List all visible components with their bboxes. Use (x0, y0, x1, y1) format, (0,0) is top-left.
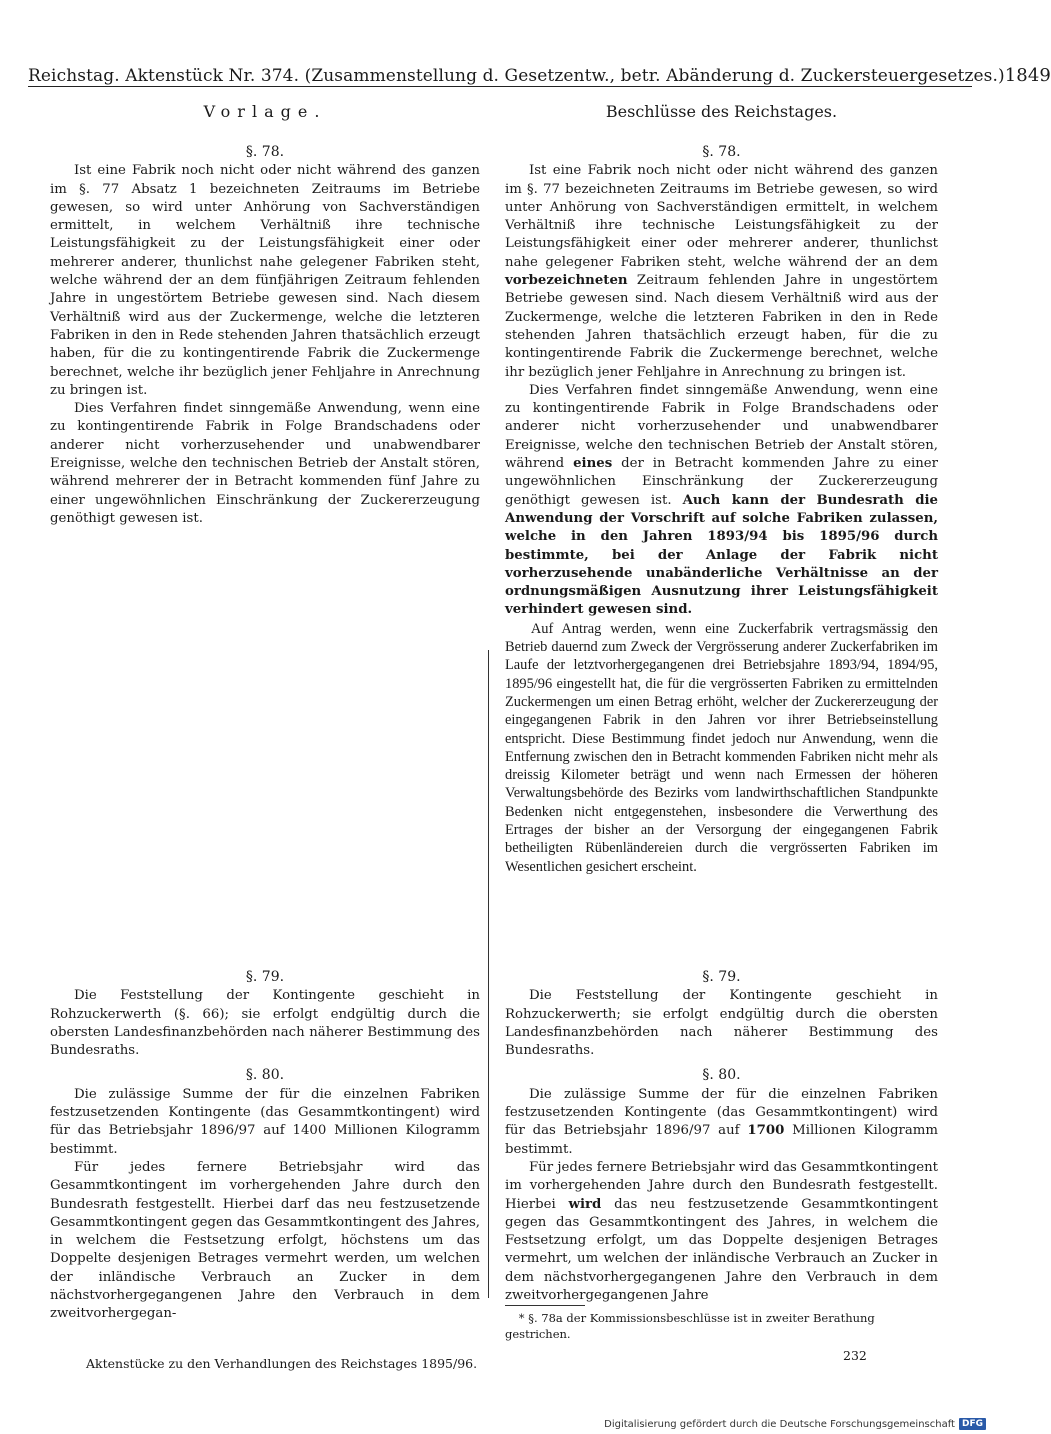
left-lower-block (50, 968, 480, 1324)
dfg-logo-icon: DFG (959, 1418, 986, 1430)
right-section-80-paragraph-1 (505, 1086, 938, 1159)
text-run: Die zulässige Summe der für die einzelnen Fabriken festzusetzenden Kontingente (das Gesammtkontingent) wird für das Betriebsjahr 1896/97 auf (505, 1086, 938, 1139)
left-section-80-label: §. 80. (245, 1067, 285, 1084)
header-title: Reichstag. Aktenstück Nr. 374. (Zusammenstellung d. Gesetzentw., betr. Abänderung d. Zuckersteuergesetzes.) (28, 66, 1005, 86)
left-section-80-paragraph-1: Die zulässige Summe der für die einzelnen Fabriken festzusetzenden Kontingente (das Gesammtkontingent) wird für das Betriebsjahr 1896/97 auf 1400 Millionen Kilogramm bestimmt. (50, 1086, 480, 1157)
text-run: Dies Verfahren findet sinngemäße Anwendung, wenn eine zu kontingentirende Fabrik in Folge Brandschadens oder anderer nicht vorherzusehender und unabwendbarer Ereignisse, welche den technischen Betrieb der Anstalt stören, während (505, 382, 938, 472)
left-section-80-paragraph-2: Für jedes fernere Betriebsjahr wird das Gesammtkontingent im vorhergehenden Jahre durch den Bundesrath festgestellt. Hierbei darf das neu festzusetzende Gesammtkontingent gegen das Gesammtkontingent des Jahres, in welchem die Festsetzung erfolgt, höchstens um das Doppelte desjenigen Betrages vermehrt werden, um welchen der inländische Verbrauch an Zucker in dem nächstvorhergegangenen Jahre den Verbrauch in dem zweitvorhergegan- (50, 1159, 480, 1322)
right-column (505, 103, 938, 876)
right-section-79-paragraph: Die Feststellung der Kontingente geschieht in Rohzuckerwerth; sie erfolgt endgültig durch die obersten Landesfinanzbehörden nach näherer Bestimmung des Bundesraths. (505, 988, 938, 1059)
credit-text: Digitalisierung gefördert durch die Deutsche Forschungsgemeinschaft (604, 1418, 955, 1430)
left-section-79-label: §. 79. (245, 969, 285, 985)
left-section-78-label: §. 78. (245, 144, 285, 160)
right-column-heading: Beschlüsse des Reichstages. (605, 102, 838, 121)
running-header (28, 56, 1051, 87)
right-section-79-label: §. 79. (702, 969, 741, 985)
amended-text: wird (568, 1196, 602, 1212)
right-section-78-paragraph-2 (505, 382, 938, 620)
amended-text: Auch kann der Bundesrath die Anwendung der Vorschrift auf solche Fabriken zulassen, welche in den Jahren 1893/94 bis 1895/96 durch bestimmte, bei der Anlage der Fabrik nicht vorherzusehende unabänderliche Verhältnisse an der ordnungsmäßigen Ausnutzung ihrer Leistungsfähigkeit verhindert gewesen sind. (505, 492, 939, 618)
footnote: * §. 78a der Kommissionsbeschlüsse ist in zweiter Berathung gestrichen. (505, 1311, 875, 1341)
right-section-80-label: §. 80. (702, 1067, 741, 1084)
right-section-78-paragraph-3: Auf Antrag werden, wenn eine Zuckerfabrik vertragsmässig den Betrieb dauernd zum Zweck der Vergrösserung anderer Zuckerfabriken im Laufe der letztvorhergegangenen drei Betriebsjahre 1893/94, 1894/95, 1895/96 eingestellt hat, die für die vergrösserten Fabriken zu ermittelnden Zuckermengen um einen Betrag erhöht, welcher der Zuckererzeugung der eingegangenen Fabrik in den Jahren vor ihrer Betriebseinstellung entspricht. Diese Bestimmung findet jedoch nur Anwendung, wenn die Entfernung zwischen den in Betracht kommenden Fabriken nicht mehr als dreissig Kilometer beträgt und wenn nach Ermessen der höheren Verwaltungsbehörde des Bezirks vom landwirthschaftlichen Standpunkte Bedenken nicht entgegenstehen, insbesondere die Verwerthung des Ertrages der bisher an der Versorgung der eingegangenen Fabrik betheiligten Rübenländereien durch die vergrösserten Fabriken im Wesentlichen gesichert erscheint. (505, 620, 938, 875)
left-section-79-paragraph: Die Feststellung der Kontingente geschieht in Rohzuckerwerth (§. 66); sie erfolgt endgültig durch die obersten Landesfinanzbehörden nach näherer Bestimmung des Bundesraths. (50, 988, 480, 1059)
left-section-78-paragraph-2: Dies Verfahren findet sinngemäße Anwendung, wenn eine zu kontingentirende Fabrik in Folge Brandschadens oder anderer nicht vorherzusehender und unabwendbarer Ereignisse, welche den technischen Betrieb der Anstalt stören, während mehrerer der in Betracht kommenden fünf Jahre zu einer ungewöhnlichen Einschränkung der Zuckererzeugung genöthigt gewesen ist. (50, 401, 480, 526)
left-column (50, 103, 480, 528)
digitization-credit (604, 1418, 986, 1430)
right-lower-block (505, 968, 938, 1305)
footer-page-number: 232 (843, 1348, 867, 1363)
amended-text: eines (573, 456, 613, 472)
column-divider (488, 650, 489, 1298)
amended-text: vorbezeichneten (505, 273, 628, 289)
left-section-78-paragraph-1: Ist eine Fabrik noch nicht oder nicht während des ganzen im §. 77 Absatz 1 bezeichneten Zeitraums im Betriebe gewesen, so wird unter Anhörung von Sachverständigen ermittelt, in welchem Verhältniß ihre technische Leistungsfähigkeit zu der Leistungsfähigkeit einer oder mehrerer anderer, thunlichst nahe gelegener Fabriken steht, welche während der an dem fünfjährigen Zeitraum fehlenden Jahre in ungestörtem Betriebe gewesen sind. Nach diesem Verhältniß wird aus der Zuckermenge, welche die letzteren Fabriken in den in Rede stehenden Jahren thatsächlich erzeugt haben, für die zu kontingentirende Fabrik die Zuckermenge berechnet, welche ihr bezüglich jener Fehljahre in Anrechnung zu bringen ist. (50, 163, 480, 398)
text-run: der in Betracht kommenden Jahre zu einer ungewöhnlichen Einschränkung der Zuckererzeugung genöthigt gewesen ist. (505, 456, 938, 508)
footnote-rule (505, 1305, 585, 1306)
footer-source: Aktenstücke zu den Verhandlungen des Reichstages 1895/96. (86, 1356, 478, 1371)
amended-text: 1700 (747, 1123, 785, 1139)
right-section-80-paragraph-2 (505, 1159, 938, 1305)
right-section-78-label: §. 78. (702, 144, 741, 160)
left-column-heading: Vorlage. (203, 102, 327, 121)
right-section-78-paragraph-1 (505, 162, 938, 382)
text-run: Millionen Kilogramm bestimmt. (505, 1123, 938, 1157)
page-number: 1849 (1004, 65, 1051, 86)
text-run: Ist eine Fabrik noch nicht oder nicht während des ganzen im §. 77 bezeichneten Zeitraums im Betriebe gewesen, so wird unter Anhörung von Sachverständigen ermittelt, in welchem Verhältniß ihre technische Leistungsfähigkeit zu der Leistungsfähigkeit einer oder mehrerer anderer, thunlichst nahe gelegener Fabriken steht, welche während der an dem (505, 163, 938, 270)
text-run: Zeitraum fehlenden Jahre in ungestörtem Betriebe gewesen sind. Nach diesem Verhältniß wird aus der Zuckermenge, welche die letzteren Fabriken in den in Rede stehenden Jahren thatsächlich erzeugt haben, für die zu kontingentirende Fabrik die Zuckermenge berechnet, welche ihr bezüglich jener Fehljahre in Anrechnung zu bringen ist. (505, 273, 938, 380)
text-run: Für jedes fernere Betriebsjahr wird das Gesammtkontingent im vorhergehenden Jahre durch den Bundesrath festgestellt. Hierbei (505, 1159, 938, 1212)
text-run: das neu festzusetzende Gesammtkontingent gegen das Gesammtkontingent des Jahres, in welchem die Festsetzung erfolgt, um das Doppelte desjenigen Betrages vermehrt, um welchen der inländische Verbrauch an Zucker in dem nächstvorhergegangenen Jahre den Verbrauch in dem zweitvorhergegangenen Jahre (505, 1196, 938, 1304)
